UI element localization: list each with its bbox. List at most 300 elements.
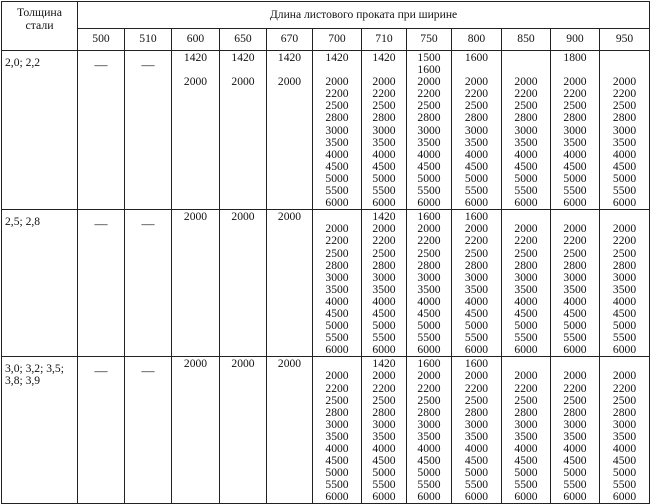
length-value: 1600	[464, 357, 489, 371]
length-value: 2800	[417, 111, 441, 125]
length-value: 5500	[563, 331, 587, 345]
length-value: 2800	[612, 405, 637, 419]
length-value: 4500	[325, 306, 349, 320]
length-value: 4500	[464, 454, 489, 468]
length-value: 3000	[464, 417, 489, 431]
length-value: 5500	[372, 478, 396, 492]
document-page	[1, 1, 649, 502]
length-value: 6000	[514, 196, 538, 210]
length-value: 4500	[563, 306, 587, 320]
length-cell	[220, 210, 267, 357]
length-list	[267, 211, 312, 223]
length-value: 2500	[417, 393, 441, 407]
length-value: 2000	[277, 75, 302, 89]
length-value: 5500	[325, 331, 349, 345]
length-value: 6000	[612, 196, 637, 210]
length-value: 1600	[464, 210, 489, 224]
length-value: 2000	[183, 357, 208, 371]
length-list	[125, 218, 171, 230]
length-cell	[551, 51, 600, 210]
length-list	[362, 358, 406, 503]
length-value: 6000	[417, 490, 441, 504]
length-value: 4000	[612, 442, 637, 455]
length-value: 4000	[372, 294, 396, 308]
length-value: 2000	[231, 357, 255, 371]
header-width: 750	[407, 29, 452, 51]
dash-mark: —	[141, 216, 155, 232]
length-list	[600, 358, 649, 503]
length-cell	[313, 51, 362, 210]
length-value: 2200	[612, 87, 637, 101]
length-value: 2000	[417, 222, 441, 236]
length-value: 6000	[514, 490, 538, 504]
length-value: 3000	[563, 417, 587, 431]
length-value: 1600	[417, 210, 441, 224]
header-width: 650	[220, 29, 267, 51]
length-value: 4500	[417, 306, 441, 320]
length-value: 3500	[417, 429, 441, 443]
length-value: 2200	[325, 87, 349, 101]
length-value: 2000	[183, 75, 208, 89]
header-width: 900	[551, 29, 600, 51]
length-list	[502, 358, 550, 503]
length-value: 4000	[417, 147, 441, 161]
length-value: 3000	[563, 123, 587, 137]
length-value: 2000	[563, 222, 587, 236]
length-value: 2500	[464, 246, 489, 260]
length-value: 4500	[514, 159, 538, 173]
length-value: 2500	[325, 246, 349, 260]
length-value: 3000	[325, 123, 349, 137]
length-value: 2500	[464, 393, 489, 407]
length-value: 1500	[417, 51, 441, 64]
length-value: 2000	[514, 369, 538, 383]
length-list	[452, 52, 501, 209]
length-value: 6000	[464, 196, 489, 210]
length-cell	[172, 210, 220, 357]
length-list	[220, 211, 266, 223]
length-list	[172, 52, 219, 88]
length-value: 2800	[372, 111, 396, 125]
length-value: 4500	[325, 454, 349, 468]
length-list	[600, 52, 649, 209]
length-value: 3000	[514, 123, 538, 137]
length-value: 2000	[231, 210, 255, 224]
length-list	[220, 358, 266, 370]
length-value: 3500	[464, 135, 489, 149]
length-value: 2200	[514, 87, 538, 101]
length-value: 3500	[417, 135, 441, 149]
length-value: 3500	[325, 429, 349, 443]
length-value: 3500	[563, 429, 587, 443]
length-value: 5000	[563, 171, 587, 185]
length-value: 3500	[514, 429, 538, 443]
length-value: 2000	[277, 210, 302, 224]
length-value: 2200	[563, 381, 587, 395]
length-value: 2200	[612, 234, 637, 248]
dash-cell	[78, 51, 125, 210]
length-cell	[362, 357, 407, 504]
length-value: 3000	[325, 270, 349, 284]
header-length: Длина листового проката при ширине	[78, 2, 650, 29]
length-value: 3000	[372, 123, 396, 137]
length-value: 6000	[514, 343, 538, 357]
length-value: 2000	[325, 222, 349, 236]
table-row	[2, 357, 650, 504]
length-value: 2200	[514, 234, 538, 248]
length-cell	[267, 357, 313, 504]
length-value: 5500	[372, 184, 396, 198]
length-value: 3500	[325, 135, 349, 149]
length-cell	[600, 357, 650, 504]
length-value: 4500	[372, 306, 396, 320]
length-value: 4500	[372, 159, 396, 173]
header-row-top	[2, 2, 650, 29]
length-cell	[172, 51, 220, 210]
length-value: 2000	[325, 75, 349, 89]
length-cell	[551, 210, 600, 357]
length-value: 5000	[325, 319, 349, 333]
length-value: 2800	[464, 258, 489, 272]
length-value: 3000	[372, 270, 396, 284]
length-value: 4000	[612, 147, 637, 161]
dash-mark: —	[141, 57, 155, 72]
length-value: 5000	[417, 171, 441, 185]
length-value: 2800	[325, 111, 349, 125]
length-value: 5500	[612, 478, 637, 492]
length-value: 1600	[417, 63, 441, 77]
length-value: 2000	[464, 222, 489, 236]
length-value: 4500	[514, 454, 538, 468]
length-value: 3000	[372, 417, 396, 431]
length-value: 1420	[231, 51, 255, 64]
length-value: 3000	[612, 417, 637, 431]
length-value: 2800	[563, 111, 587, 125]
length-value: 2200	[464, 381, 489, 395]
length-value: 4500	[612, 306, 637, 320]
length-value: 3000	[325, 417, 349, 431]
length-value: 2800	[372, 258, 396, 272]
length-value: 3000	[464, 123, 489, 137]
length-value: 5500	[417, 331, 441, 345]
length-value: 2000	[325, 369, 349, 383]
length-value: 2000	[231, 75, 255, 89]
length-value: 4000	[325, 442, 349, 455]
length-value: 2200	[514, 381, 538, 395]
length-value: 3000	[563, 270, 587, 284]
length-value: 4500	[514, 306, 538, 320]
length-value: 2800	[464, 111, 489, 125]
length-value: 2500	[563, 246, 587, 260]
length-value: 6000	[325, 196, 349, 210]
length-value: 2500	[612, 246, 637, 260]
length-value: 2800	[563, 258, 587, 272]
length-value: 1420	[372, 357, 396, 371]
length-value: 3000	[612, 270, 637, 284]
length-value: 5500	[464, 478, 489, 492]
length-value: 4000	[563, 294, 587, 308]
length-value: 2000	[563, 369, 587, 383]
length-list	[407, 211, 451, 356]
length-value: 4000	[372, 442, 396, 455]
length-value: 6000	[563, 343, 587, 357]
table-body	[2, 51, 650, 504]
length-value: 5000	[514, 171, 538, 185]
length-value: 1800	[563, 51, 587, 64]
length-value: 4000	[563, 147, 587, 161]
length-list	[313, 211, 361, 356]
length-value: 3500	[417, 282, 441, 296]
length-value: 6000	[372, 490, 396, 504]
length-value: 5500	[612, 184, 637, 198]
length-value: 4500	[563, 159, 587, 173]
length-value: 2200	[372, 234, 396, 248]
length-value: 6000	[325, 343, 349, 357]
length-value: 2500	[563, 393, 587, 407]
length-list	[452, 211, 501, 356]
length-value: 5500	[514, 184, 538, 198]
length-value: 2500	[612, 99, 637, 113]
header-row-widths	[2, 29, 650, 51]
length-cell	[452, 357, 502, 504]
length-value: 6000	[612, 490, 637, 504]
length-value: 5500	[325, 184, 349, 198]
length-value: 6000	[372, 343, 396, 357]
length-list	[313, 358, 361, 503]
length-value: 2800	[372, 405, 396, 419]
length-value: 5500	[563, 478, 587, 492]
header-width: 700	[313, 29, 362, 51]
length-value: 3500	[612, 429, 637, 443]
length-value: 2200	[325, 381, 349, 395]
length-value: 5500	[514, 478, 538, 492]
length-value: 5000	[514, 466, 538, 480]
thickness-cell: 3,0; 3,2; 3,5; 3,8; 3,9	[2, 357, 78, 504]
length-value: 2000	[417, 75, 441, 89]
length-cell	[452, 51, 502, 210]
length-value: 3500	[612, 282, 637, 296]
length-value: 2800	[514, 111, 538, 125]
length-value: 2000	[612, 369, 637, 383]
header-width: 670	[267, 29, 313, 51]
length-value: 2500	[417, 99, 441, 113]
length-cell	[407, 51, 452, 210]
length-cell	[362, 210, 407, 357]
length-value: 2000	[372, 369, 396, 383]
length-value: 1420	[277, 51, 302, 64]
length-value: 2000	[464, 75, 489, 89]
length-cell	[502, 51, 551, 210]
length-value: 4000	[514, 147, 538, 161]
length-value: 2500	[464, 99, 489, 113]
length-value: 4000	[464, 442, 489, 455]
length-value: 4500	[417, 454, 441, 468]
dash-mark: —	[141, 363, 155, 379]
length-value: 4500	[464, 306, 489, 320]
length-cell	[220, 357, 267, 504]
length-cell	[502, 357, 551, 504]
length-value: 6000	[563, 196, 587, 210]
dash-cell	[125, 357, 172, 504]
length-value: 5500	[417, 478, 441, 492]
dash-cell	[78, 210, 125, 357]
length-value: 5500	[464, 331, 489, 345]
length-cell	[502, 210, 551, 357]
length-list	[600, 211, 649, 356]
length-value: 2500	[325, 99, 349, 113]
length-value: 3500	[563, 282, 587, 296]
table-row	[2, 210, 650, 357]
length-value: 5000	[514, 319, 538, 333]
length-value: 2500	[372, 246, 396, 260]
length-value: 2200	[417, 234, 441, 248]
length-value: 5000	[372, 319, 396, 333]
length-value: 2200	[417, 381, 441, 395]
length-value: 2500	[372, 99, 396, 113]
length-list	[172, 358, 219, 370]
length-value: 4500	[372, 454, 396, 468]
length-value: 3500	[325, 282, 349, 296]
length-value: 2000	[183, 210, 208, 224]
length-value: 1600	[464, 51, 489, 64]
length-value: 4000	[464, 294, 489, 308]
length-value: 3000	[417, 417, 441, 431]
length-value: 2000	[612, 222, 637, 236]
dash-cell	[125, 51, 172, 210]
length-value: 2800	[514, 258, 538, 272]
length-value: 2500	[563, 99, 587, 113]
header-width: 510	[125, 29, 172, 51]
length-value: 5000	[563, 466, 587, 480]
header-width: 800	[452, 29, 502, 51]
length-value: 4000	[325, 147, 349, 161]
steel-length-table	[1, 1, 650, 504]
length-value: 3500	[464, 282, 489, 296]
length-value: 3000	[464, 270, 489, 284]
length-value: 2500	[514, 393, 538, 407]
length-value: 5000	[612, 466, 637, 480]
length-value: 4000	[514, 294, 538, 308]
empty-slot	[600, 52, 649, 64]
length-value: 5000	[325, 466, 349, 480]
length-cell	[407, 357, 452, 504]
length-value: 6000	[325, 490, 349, 504]
length-list	[172, 211, 219, 223]
length-cell	[267, 210, 313, 357]
length-value: 2200	[464, 87, 489, 101]
length-value: 2800	[464, 405, 489, 419]
length-value: 3000	[514, 417, 538, 431]
length-cell	[551, 357, 600, 504]
length-value: 3500	[372, 282, 396, 296]
length-value: 5000	[417, 466, 441, 480]
length-cell	[267, 51, 313, 210]
length-value: 6000	[464, 490, 489, 504]
length-value: 4500	[464, 159, 489, 173]
length-cell	[600, 51, 650, 210]
length-list	[267, 358, 312, 370]
length-value: 6000	[417, 196, 441, 210]
length-value: 5000	[325, 171, 349, 185]
dash-mark: —	[94, 57, 108, 72]
length-cell	[362, 51, 407, 210]
length-value: 5000	[563, 319, 587, 333]
length-value: 1420	[183, 51, 208, 64]
header-width: 500	[78, 29, 125, 51]
length-list	[551, 358, 599, 503]
length-value: 2000	[563, 75, 587, 89]
header-thickness-label: Толщина стали	[17, 5, 62, 32]
length-value: 2000	[514, 222, 538, 236]
length-value: 2800	[325, 405, 349, 419]
length-value: 5000	[372, 466, 396, 480]
length-list	[220, 52, 266, 88]
empty-slot	[502, 52, 550, 64]
length-list	[125, 59, 171, 71]
length-value: 2500	[514, 99, 538, 113]
length-value: 3500	[372, 429, 396, 443]
thickness-cell: 2,0; 2,2	[2, 51, 78, 210]
length-value: 2800	[417, 405, 441, 419]
length-value: 3000	[417, 123, 441, 137]
length-list	[78, 218, 124, 230]
length-value: 2200	[372, 381, 396, 395]
length-value: 5000	[464, 171, 489, 185]
length-value: 1600	[417, 357, 441, 371]
length-value: 2000	[277, 357, 302, 371]
length-value: 4000	[372, 147, 396, 161]
length-value: 2000	[372, 222, 396, 236]
length-value: 4000	[563, 442, 587, 455]
length-value: 1420	[372, 210, 396, 224]
length-value: 2500	[514, 246, 538, 260]
length-value: 3500	[563, 135, 587, 149]
length-cell	[452, 210, 502, 357]
length-value: 5500	[417, 184, 441, 198]
length-value: 2800	[417, 258, 441, 272]
length-value: 3500	[372, 135, 396, 149]
length-value: 3500	[464, 429, 489, 443]
length-value: 4000	[464, 147, 489, 161]
length-value: 4000	[325, 294, 349, 308]
length-value: 1420	[372, 51, 396, 64]
length-value: 5000	[612, 171, 637, 185]
header-width: 600	[172, 29, 220, 51]
length-list	[407, 52, 451, 209]
length-value: 2800	[612, 258, 637, 272]
length-list	[78, 59, 124, 71]
length-list	[502, 52, 550, 209]
length-value: 2200	[563, 87, 587, 101]
length-list	[78, 365, 124, 377]
length-value: 5000	[372, 171, 396, 185]
length-value: 2500	[612, 393, 637, 407]
length-value: 2800	[612, 111, 637, 125]
length-value: 2200	[464, 234, 489, 248]
length-list	[502, 211, 550, 356]
length-value: 5000	[464, 319, 489, 333]
length-value: 5500	[464, 184, 489, 198]
length-value: 2500	[325, 393, 349, 407]
length-value: 6000	[464, 343, 489, 357]
length-value: 2000	[372, 75, 396, 89]
dash-cell	[78, 357, 125, 504]
length-value: 4000	[514, 442, 538, 455]
length-value: 4000	[417, 442, 441, 455]
length-value: 3000	[417, 270, 441, 284]
length-value: 6000	[612, 343, 637, 357]
length-value: 4500	[612, 454, 637, 468]
